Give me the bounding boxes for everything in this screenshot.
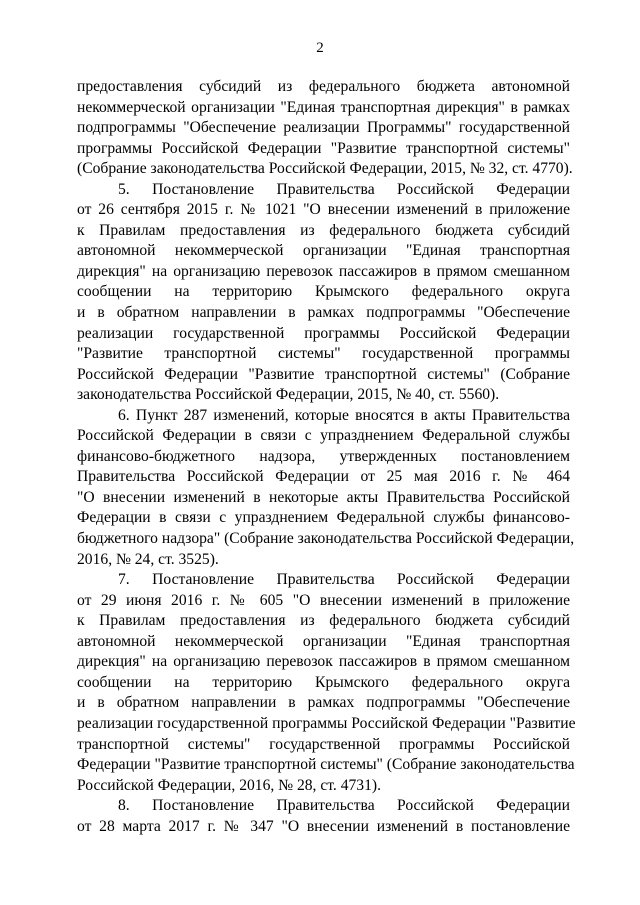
text-line: от 28 марта 2017 г. № 347 "О внесении изменений в постановление (77, 817, 570, 835)
text-line: Федерации в связи с упразднением Федеральной службы финансово- (77, 509, 570, 527)
page-number: 2 (316, 40, 324, 56)
text-line: бюджетного надзора" (Собрание законодательства Российской Федерации, (77, 530, 575, 548)
text-line: 5. Постановление Правительства Российской Федерации (118, 180, 570, 198)
text-line: транспортной системы" государственной программы Российской (77, 735, 570, 753)
text-line: дирекция" на организацию перевозок пассажиров в прямом смешанном (77, 262, 570, 280)
text-line: "Развитие транспортной системы" государственной программы (77, 345, 570, 363)
text-line: Федерации "Развитие транспортной системы" (Собрание законодательства (77, 756, 575, 774)
text-line: сообщении на территорию Крымского федерального округа (77, 283, 570, 301)
text-line: некоммерческой организации "Единая транспортная дирекция" в рамках (77, 98, 570, 116)
paragraph-item-5 (77, 180, 570, 406)
paragraph-item-6 (77, 406, 575, 570)
text-line: и в обратном направлении в рамках подпрограммы "Обеспечение (77, 694, 570, 712)
text-line: подпрограммы "Обеспечение реализации Программы" государственной (77, 119, 570, 137)
text-line: от 29 июня 2016 г. № 605 "О внесении изменений в приложение (77, 591, 570, 609)
text-line: Российской Федерации в связи с упразднением Федеральной службы (77, 427, 570, 445)
text-line: к Правилам предоставления из федерального бюджета субсидий (77, 221, 570, 239)
paragraph-item-8 (77, 796, 570, 837)
text-line: реализации государственной программы Российской Федерации (77, 324, 570, 342)
text-line: 2016, № 24, ст. 3525). (77, 550, 219, 568)
document-body (77, 77, 576, 837)
text-line: автономной некоммерческой организации "Единая транспортная (77, 242, 570, 260)
text-line: программы Российской Федерации "Развитие транспортной системы" (77, 139, 570, 157)
text-line: предоставления субсидий из федерального бюджета автономной (77, 78, 570, 95)
text-line: автономной некоммерческой организации "Единая транспортная (77, 632, 570, 650)
text-line: 6. Пункт 287 изменений, которые вносятся в акты Правительства (118, 406, 570, 424)
text-line: от 26 сентября 2015 г. № 1021 "О внесении изменений в приложение (77, 201, 570, 219)
paragraph-item-7 (77, 570, 576, 796)
text-line: (Собрание законодательства Российской Федерации, 2015, № 32, ст. 4770). (77, 160, 573, 178)
text-line: сообщении на территорию Крымского федерального округа (77, 673, 570, 691)
text-line: "О внесении изменений в некоторые акты Правительства Российской (77, 488, 570, 506)
text-line: Российской Федерации "Развитие транспортной системы" (Собрание (77, 365, 570, 383)
text-line: к Правилам предоставления из федерального бюджета субсидий (77, 612, 570, 630)
paragraph-continuation (77, 77, 573, 180)
text-line: и в обратном направлении в рамках подпрограммы "Обеспечение (77, 304, 570, 322)
text-line: законодательства Российской Федерации, 2015, № 40, ст. 5560). (77, 386, 500, 404)
text-line: Российской Федерации, 2016, № 28, ст. 4731). (77, 776, 381, 794)
text-line: финансово-бюджетного надзора, утвержденных постановлением (77, 447, 570, 465)
text-line: реализации государственной программы Российской Федерации "Развитие (77, 714, 576, 732)
text-line: дирекция" на организацию перевозок пассажиров в прямом смешанном (77, 653, 570, 671)
text-line: 8. Постановление Правительства Российской Федерации (118, 797, 570, 815)
text-line: Правительства Российской Федерации от 25 мая 2016 г. № 464 (77, 468, 570, 486)
text-line: 7. Постановление Правительства Российской Федерации (118, 571, 570, 589)
